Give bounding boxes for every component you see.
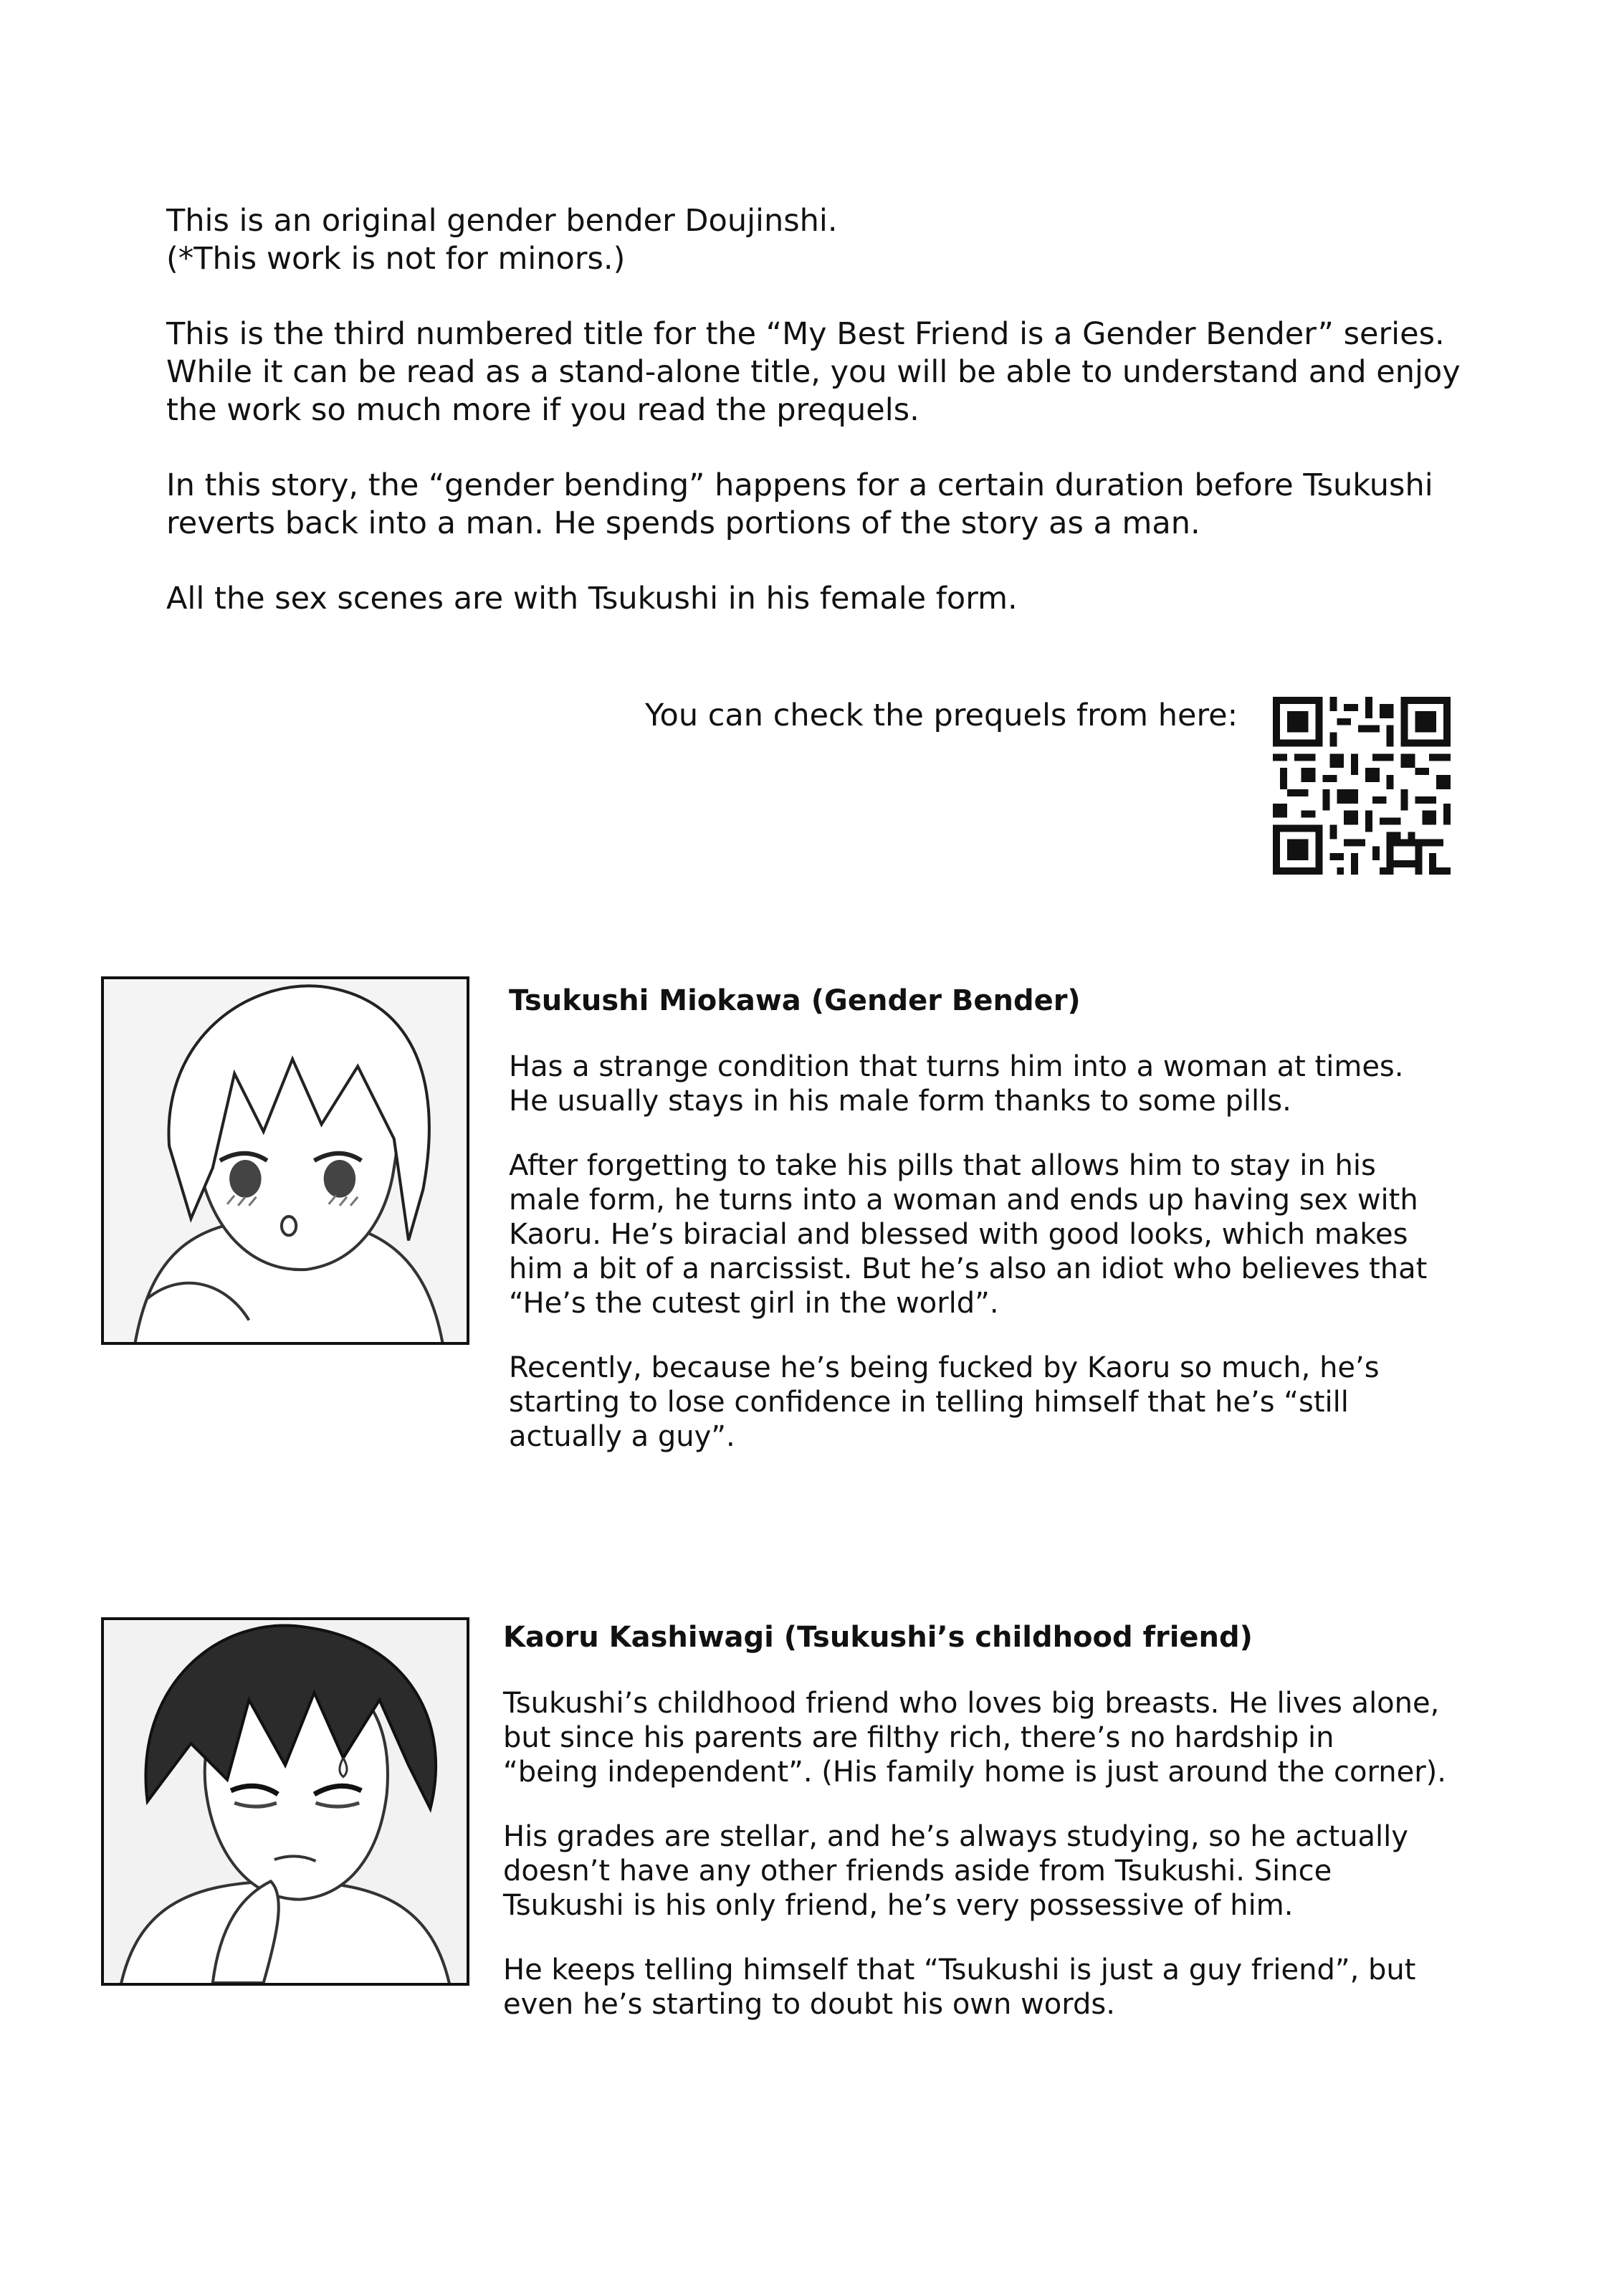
character-name: Tsukushi Miokawa (Gender Bender) (509, 984, 1081, 1017)
character-description: Recently, because he’s being fucked by Kaoru so much, he’s starting to lose confidence in telling himself that he’s “still actually a guy”. (509, 1351, 1380, 1453)
character-description: After forgetting to take his pills that allows him to stay in his male form, he turns into a woman and ends up having sex with Kaoru. He’s biracial and blessed with good looks, which makes him a bit of a narcissist. But he’s also an idiot who believes that “He’s the cutest girl in the world”. (509, 1149, 1428, 1320)
character-tsukushi (509, 982, 1469, 1484)
intro-paragraph-4: All the sex scenes are with Tsukushi in his female form. (166, 581, 1018, 617)
kaoru-illustration (104, 1620, 467, 1983)
intro-paragraph-3: In this story, the “gender bending” happens for a certain duration before Tsukushi reverts back into a man. He spends portions of the story as a man. (166, 467, 1433, 541)
kaoru-portrait (101, 1617, 469, 1986)
character-name: Kaoru Kashiwagi (Tsukushi’s childhood friend) (503, 1621, 1253, 1654)
tsukushi-portrait (101, 976, 469, 1345)
qr-code-icon[interactable] (1273, 697, 1451, 875)
intro-text (166, 202, 1528, 618)
character-description: His grades are stellar, and he’s always studying, so he actually doesn’t have any other friends aside from Tsukushi. Since Tsukushi is his only friend, he’s very possessive of him. (503, 1820, 1408, 1922)
intro-paragraph-1: This is an original gender bender Doujinshi. (*This work is not for minors.) (166, 203, 838, 277)
character-kaoru (503, 1619, 1463, 2052)
intro-paragraph-2: This is the third numbered title for the “My Best Friend is a Gender Bender” series. While it can be read as a stand-alone title, you will be able to understand and enjoy the work so much more if you read the prequels. (166, 316, 1461, 428)
qr-label: You can check the prequels from here: (645, 698, 1238, 733)
character-description: He keeps telling himself that “Tsukushi is just a guy friend”, but even he’s starting to doubt his own words. (503, 1953, 1416, 2021)
character-description: Tsukushi’s childhood friend who loves big breasts. He lives alone, but since his parents are filthy rich, there’s no hardship in “being independent”. (His family home is just around the corner). (503, 1687, 1446, 1789)
character-description: Has a strange condition that turns him into a woman at times. He usually stays in his male form thanks to some pills. (509, 1050, 1404, 1118)
prequel-link-row (645, 697, 1469, 883)
tsukushi-illustration (104, 979, 467, 1342)
